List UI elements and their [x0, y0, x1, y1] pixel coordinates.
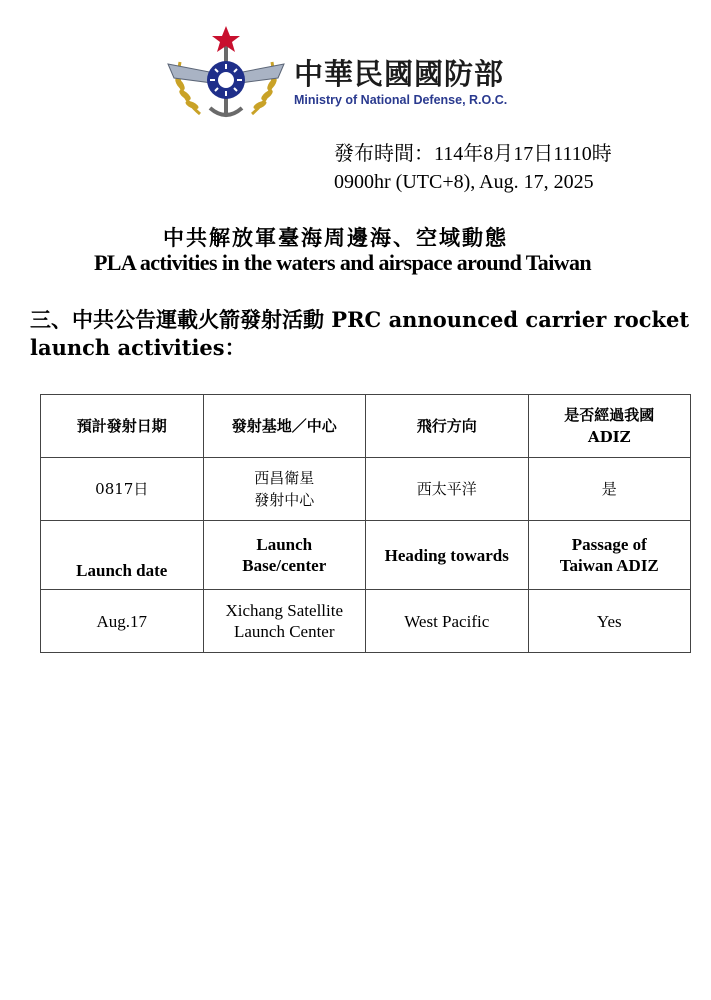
page-header	[160, 22, 580, 132]
org-name-cn: 中華民國國防部	[294, 57, 505, 91]
release-time-en: 0900hr (UTC+8), Aug. 17, 2025	[334, 171, 594, 193]
page-title-cn: 中共解放軍臺海周邊海、空域動態	[163, 225, 508, 250]
table-cell: 西太平洋	[366, 458, 529, 521]
mnd-emblem-icon	[160, 22, 292, 126]
page-title-en: PLA activities in the waters and airspace around Taiwan	[93, 250, 592, 275]
table-header-row-en	[41, 521, 691, 590]
table-header-cell: 是否經過我國 ADIZ	[528, 395, 691, 458]
table-header-row-cn	[41, 395, 691, 458]
org-name-en: Ministry of National Defense, R.O.C.	[294, 93, 508, 107]
table-row-en	[41, 590, 691, 653]
table-cell: 0817日	[41, 458, 204, 521]
table-header-cell: Heading towards	[366, 521, 529, 590]
table-header-cell: Launch date	[41, 521, 204, 590]
table-cell: Aug.17	[41, 590, 204, 653]
table-header-cell: 發射基地／中心	[203, 395, 366, 458]
table-cell: West Pacific	[366, 590, 529, 653]
table-header-cell: Passage of Taiwan ADIZ	[528, 521, 691, 590]
section-heading: 三、中共公告運載火箭發射活動 PRC announced carrier rocket launch activities：	[30, 307, 690, 360]
table-header-cell: Launch Base/center	[203, 521, 366, 590]
table-row-cn	[41, 458, 691, 521]
table-cell: 西昌衛星 發射中心	[203, 458, 366, 521]
launch-activity-table	[40, 394, 691, 653]
table-cell: 是	[528, 458, 691, 521]
table-header-cell: 預計發射日期	[41, 395, 204, 458]
table-cell: Yes	[528, 590, 691, 653]
table-header-cell: 飛行方向	[366, 395, 529, 458]
release-time	[334, 140, 612, 196]
table-cell: Xichang Satellite Launch Center	[203, 590, 366, 653]
release-time-cn: 發布時間：114年8月17日1110時	[334, 143, 612, 165]
